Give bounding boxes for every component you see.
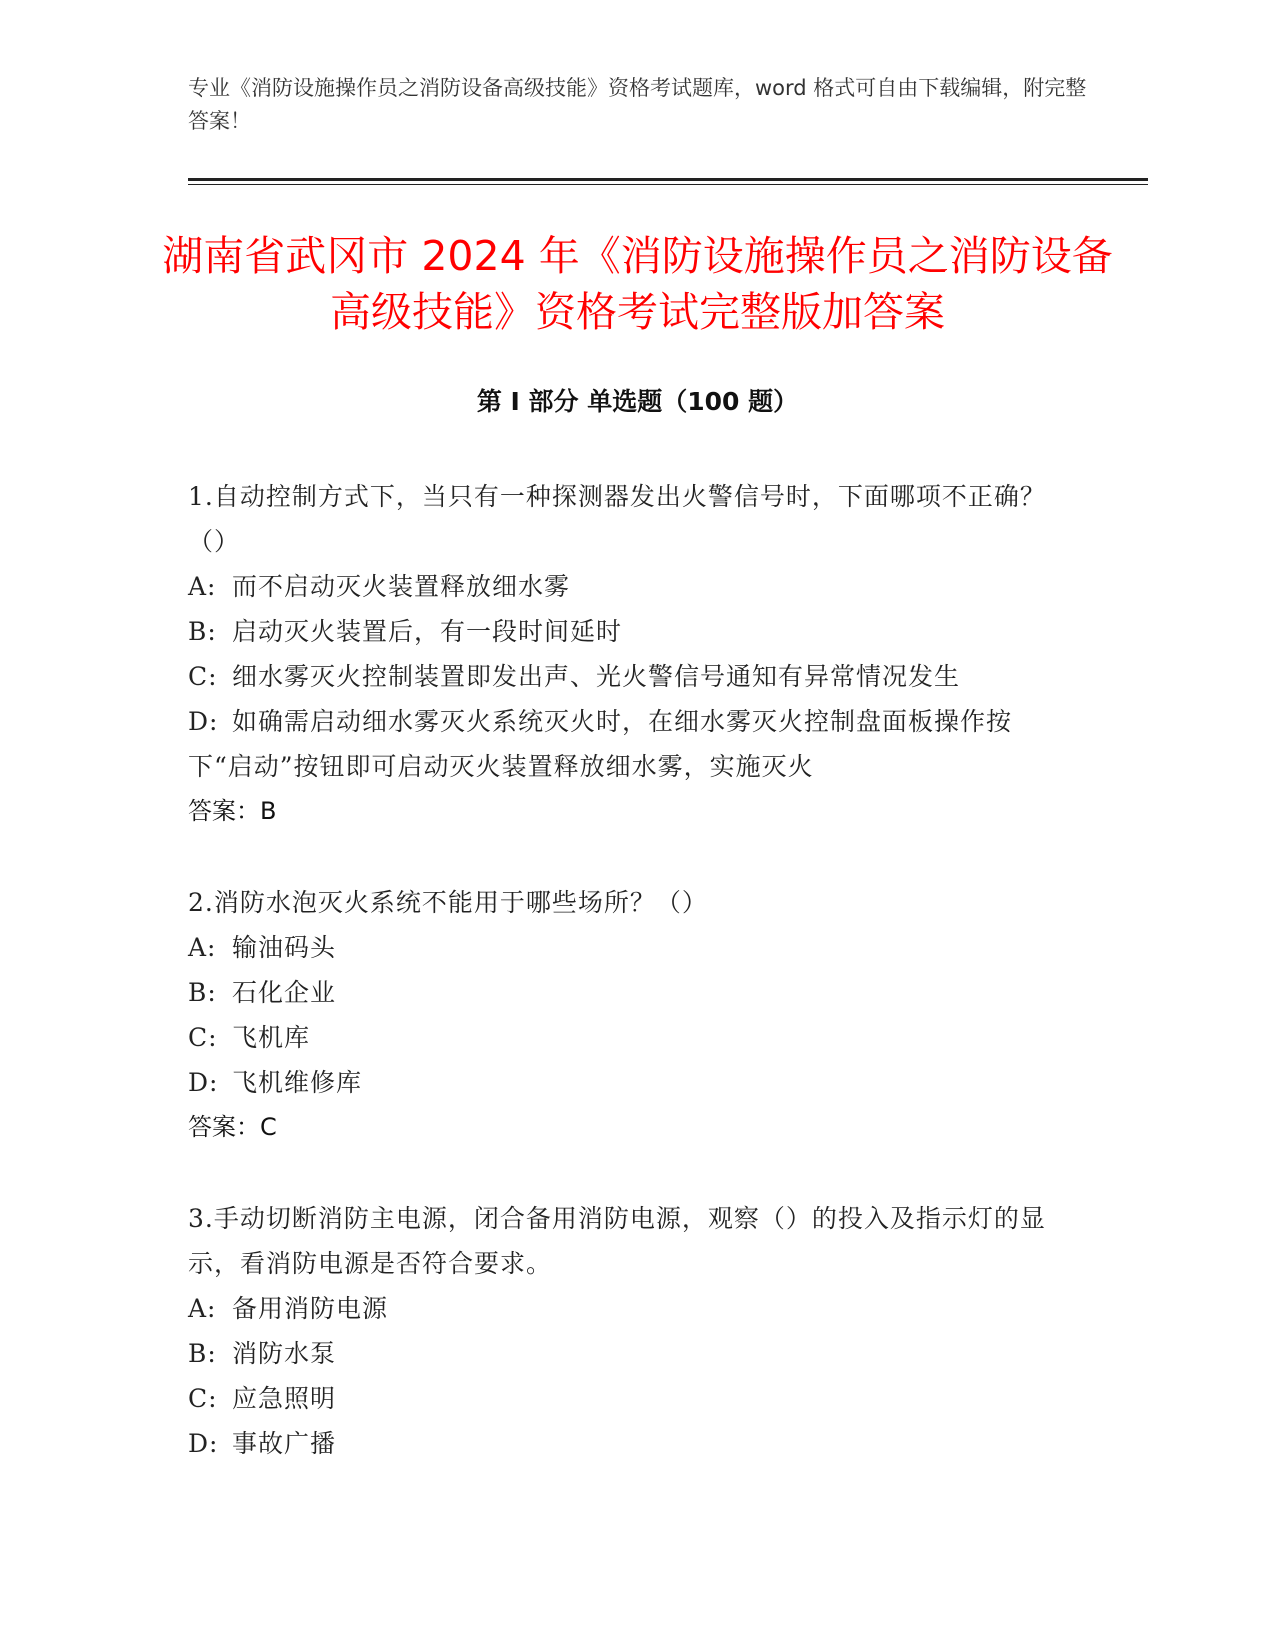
option-text: 飞机库 (232, 1023, 311, 1052)
question-3 (188, 1196, 1068, 1466)
option-letter: C: (188, 662, 218, 691)
option-text: 消防水泵 (232, 1339, 337, 1368)
option-b (188, 609, 1068, 654)
option-letter: A: (188, 572, 217, 601)
option-letter: D: (188, 1429, 219, 1458)
option-letter: C: (188, 1023, 218, 1052)
option-text: 事故广播 (232, 1429, 337, 1458)
option-letter: A: (188, 1294, 217, 1323)
question-stem: 2.消防水泡灭火系统不能用于哪些场所？（） (188, 888, 708, 917)
option-letter: A: (188, 933, 217, 962)
option-letter: B: (188, 978, 217, 1007)
option-d (188, 1421, 1068, 1466)
option-text: 石化企业 (232, 978, 337, 1007)
answer: 答案：B (188, 797, 277, 825)
question-1 (188, 474, 1068, 834)
option-b (188, 970, 1068, 1015)
option-text: 备用消防电源 (232, 1294, 389, 1323)
answer: 答案：C (188, 1113, 277, 1141)
option-text: 而不启动灭火装置释放细水雾 (232, 572, 571, 601)
option-letter: D: (188, 707, 219, 736)
section-title: 第 I 部分 单选题（100 题） (476, 387, 799, 416)
option-letter: D: (188, 1068, 219, 1097)
option-text: 飞机维修库 (232, 1068, 363, 1097)
option-text: 启动灭火装置后，有一段时间延时 (232, 617, 623, 646)
option-text: 细水雾灭火控制装置即发出声、光火警信号通知有异常情况发生 (232, 662, 961, 691)
header-divider-thin (188, 184, 1148, 185)
option-c (188, 654, 1068, 699)
option-text: 应急照明 (232, 1384, 337, 1413)
option-c (188, 1376, 1068, 1421)
question-2 (188, 880, 1068, 1150)
document-title: 湖南省武冈市 2024 年《消防设施操作员之消防设备高级技能》资格考试完整版加答案 (162, 232, 1113, 336)
option-b (188, 1331, 1068, 1376)
header-note: 专业《消防设施操作员之消防设备高级技能》资格考试题库，word 格式可自由下载编辑，附完整答案！ (188, 76, 1087, 133)
option-c (188, 1015, 1068, 1060)
option-a (188, 925, 1068, 970)
question-stem: 1.自动控制方式下，当只有一种探测器发出火警信号时，下面哪项不正确？（） (188, 482, 1046, 556)
option-a (188, 1286, 1068, 1331)
option-text: 输油码头 (232, 933, 337, 962)
option-letter: B: (188, 617, 217, 646)
question-stem: 3.手动切断消防主电源，闭合备用消防电源，观察（）的投入及指示灯的显示，看消防电源是否符合要求。 (188, 1204, 1046, 1278)
option-d (188, 699, 1068, 789)
option-letter: C: (188, 1384, 218, 1413)
option-a (188, 564, 1068, 609)
header-divider-thick (188, 178, 1148, 181)
option-text: 如确需启动细水雾灭火系统灭火时，在细水雾灭火控制盘面板操作按下“启动”按钮即可启动灭火装置释放细水雾，实施灭火 (188, 707, 1013, 781)
option-letter: B: (188, 1339, 217, 1368)
option-d (188, 1060, 1068, 1105)
